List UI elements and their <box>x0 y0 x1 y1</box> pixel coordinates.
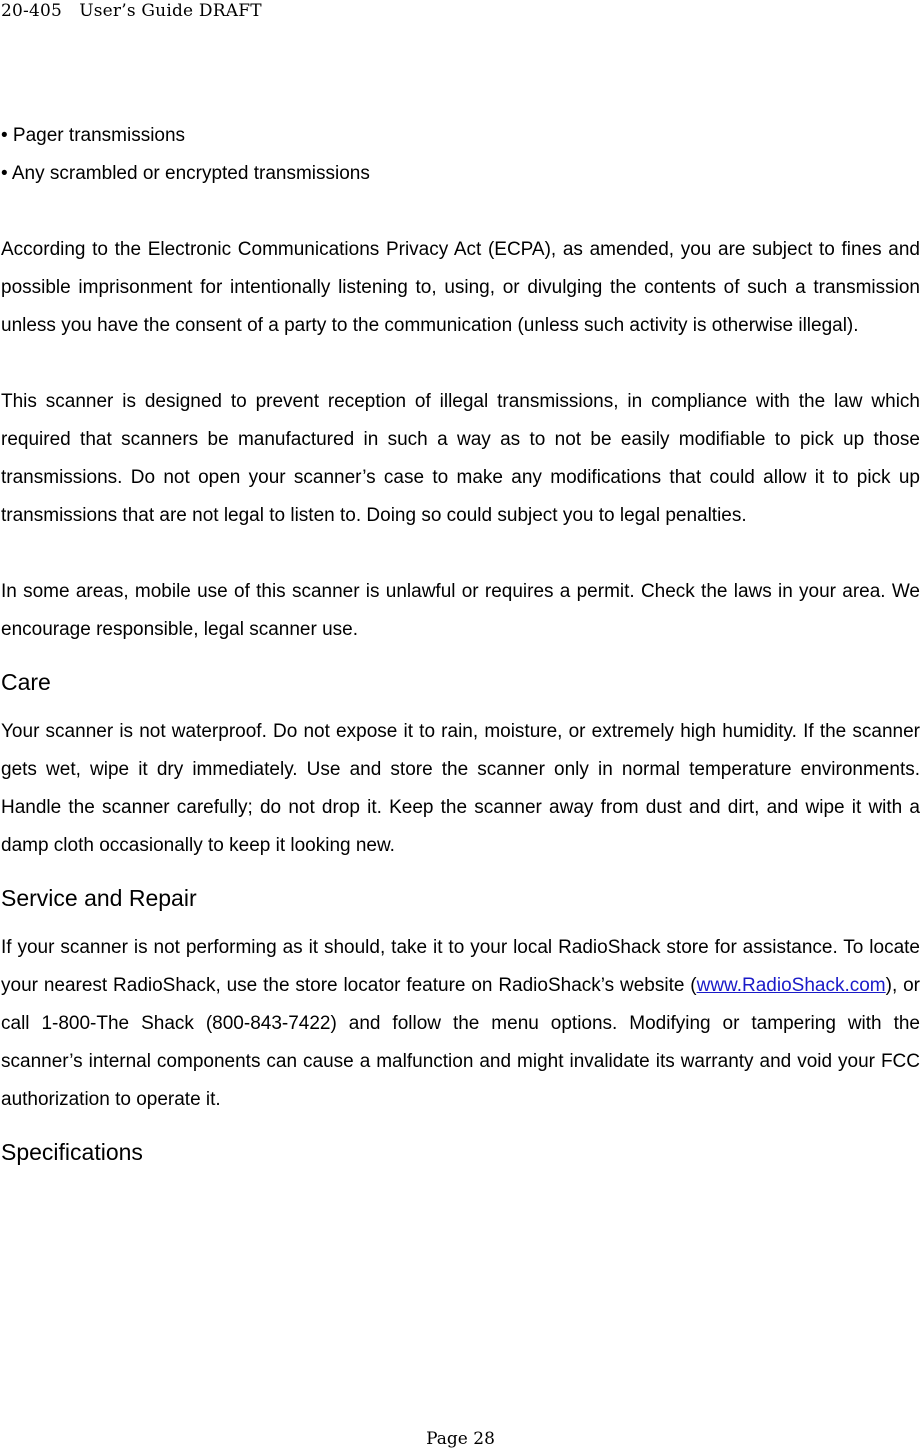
bullet-scrambled-transmissions: • Any scrambled or encrypted transmissions <box>1 163 370 184</box>
document-body <box>1 117 920 1183</box>
mobile-use-paragraph: In some areas, mobile use of this scanner is unlawful or requires a permit. Check the laws in your area. We encourage responsible, legal scanner use. <box>1 581 920 640</box>
care-paragraph: Your scanner is not waterproof. Do not expose it to rain, moisture, or extremely high humidity. If the scanner gets wet, wipe it dry immediately. Use and store the scanner only in normal temperature environments. Handle the scanner carefully; do not drop it. Keep the scanner away from dust and dirt, and wipe it with a damp cloth occasionally to keep it looking new. <box>1 721 920 856</box>
spacer <box>1 535 920 573</box>
bullet-pager-transmissions: • Pager transmissions <box>1 125 186 146</box>
spacer <box>1 193 920 231</box>
service-repair-heading: Service and Repair <box>1 885 197 911</box>
service-text-before-link: If your scanner is not performing as it should, take it to your local RadioShack store for assistance. To locate your nearest RadioShack, use the store locator feature on RadioShack’s website ( <box>1 937 920 996</box>
page-header: 20-405 User’s Guide DRAFT <box>1 1 262 21</box>
service-text-after-link: ), or call 1-800-The Shack (800-843-7422) and follow the menu options. Modifying or tampering with the scanner’s internal components can cause a malfunction and might invalidate its warranty and void your FCC authorization to operate it. <box>1 975 920 1110</box>
design-paragraph: This scanner is designed to prevent reception of illegal transmissions, in compliance with the law which required that scanners be manufactured in such a way as to not be easily modifiable to pick up those transmissions. Do not open your scanner’s case to make any modifications that could allow it to pick up transmissions that are not legal to listen to. Doing so could subject you to legal penalties. <box>1 391 920 526</box>
specifications-heading: Specifications <box>1 1139 143 1165</box>
radioshack-website-link[interactable]: www.RadioShack.com <box>696 975 886 996</box>
page-number: Page 28 <box>426 1429 495 1449</box>
ecpa-paragraph: According to the Electronic Communications Privacy Act (ECPA), as amended, you are subject to fines and possible imprisonment for intentionally listening to, using, or divulging the contents of such a transmission unless you have the consent of a party to the communication (unless such activity is otherwise illegal). <box>1 239 920 336</box>
spacer <box>1 345 920 383</box>
care-heading: Care <box>1 669 51 695</box>
service-repair-paragraph <box>1 929 920 1119</box>
